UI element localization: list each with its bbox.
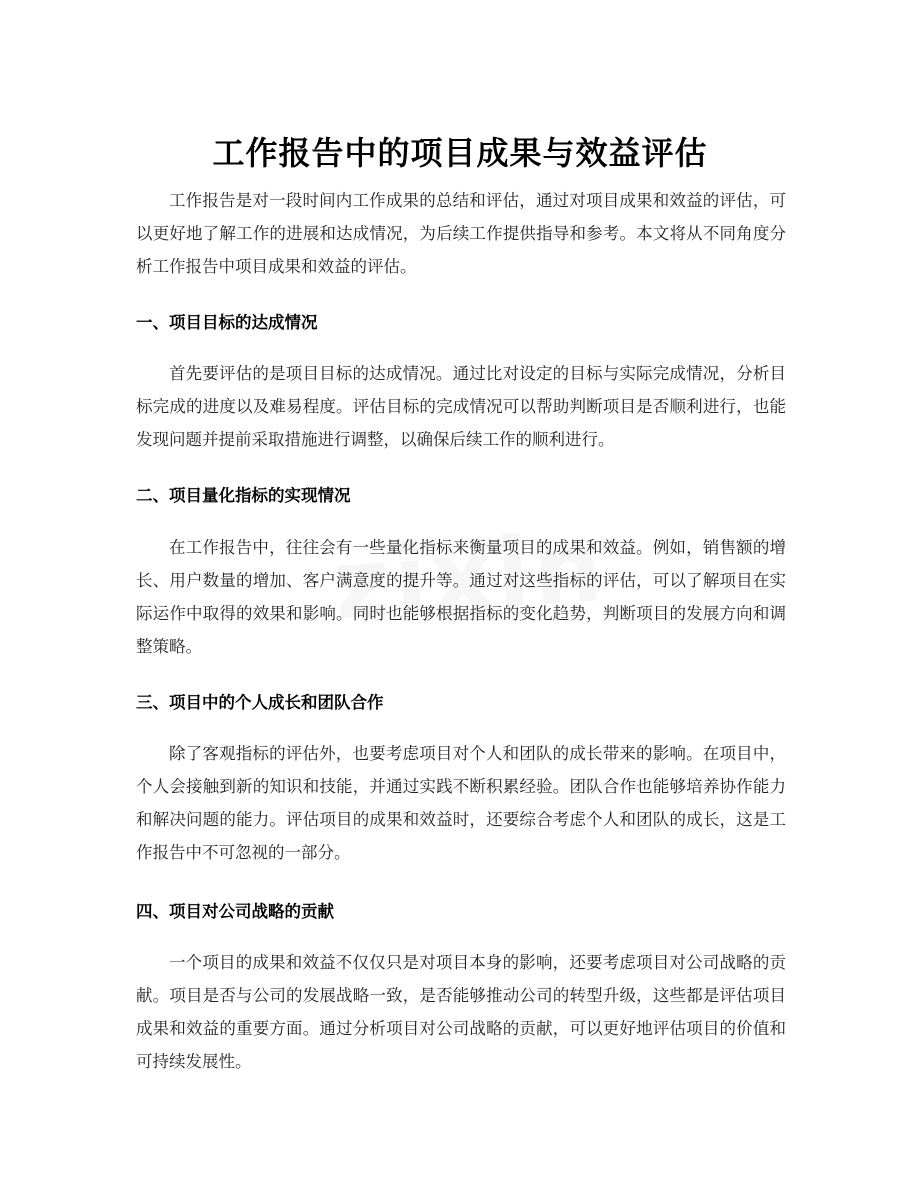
section-3-heading: 三、项目中的个人成长和团队合作 — [136, 693, 384, 712]
document-title: 工作报告中的项目成果与效益评估 — [212, 134, 708, 173]
intro-paragraph: 工作报告是对一段时间内工作成果的总结和评估，通过对项目成果和效益的评估，可以更好地了解工作的进展和达成情况，为后续工作提供指导和参考。本文将从不同角度分析工作报告中项目成果和效益的评估。 — [136, 191, 786, 276]
section-2-heading: 二、项目量化指标的实现情况 — [136, 486, 351, 505]
section-4-heading: 四、项目对公司战略的贡献 — [136, 902, 334, 921]
section-2-body: 在工作报告中，往往会有一些量化指标来衡量项目的成果和效益。例如，销售额的增长、用户数量的增加、客户满意度的提升等。通过对这些指标的评估，可以了解项目在实际运作中取得的效果和影响。同时也能够根据指标的变化趋势，判断项目的发展方向和调整策略。 — [136, 538, 786, 656]
section-1-heading: 一、项目目标的达成情况 — [136, 313, 318, 332]
section-1-body: 首先要评估的是项目目标的达成情况。通过比对设定的目标与实际完成情况，分析目标完成的进度以及难易程度。评估目标的完成情况可以帮助判断项目是否顺利进行，也能发现问题并提前采取措施进行调整，以确保后续工作的顺利进行。 — [136, 364, 786, 449]
section-3-body: 除了客观指标的评估外，也要考虑项目对个人和团队的成长带来的影响。在项目中，个人会接触到新的知识和技能，并通过实践不断积累经验。团队合作也能够培养协作能力和解决问题的能力。评估项目的成果和效益时，还要综合考虑个人和团队的成长，这是工作报告中不可忽视的一部分。 — [136, 744, 786, 862]
section-4-body: 一个项目的成果和效益不仅仅只是对项目本身的影响，还要考虑项目对公司战略的贡献。项目是否与公司的发展战略一致，是否能够推动公司的转型升级，这些都是评估项目成果和效益的重要方面。通过分析项目对公司战略的贡献，可以更好地评估项目的价值和可持续发展性。 — [136, 953, 786, 1071]
